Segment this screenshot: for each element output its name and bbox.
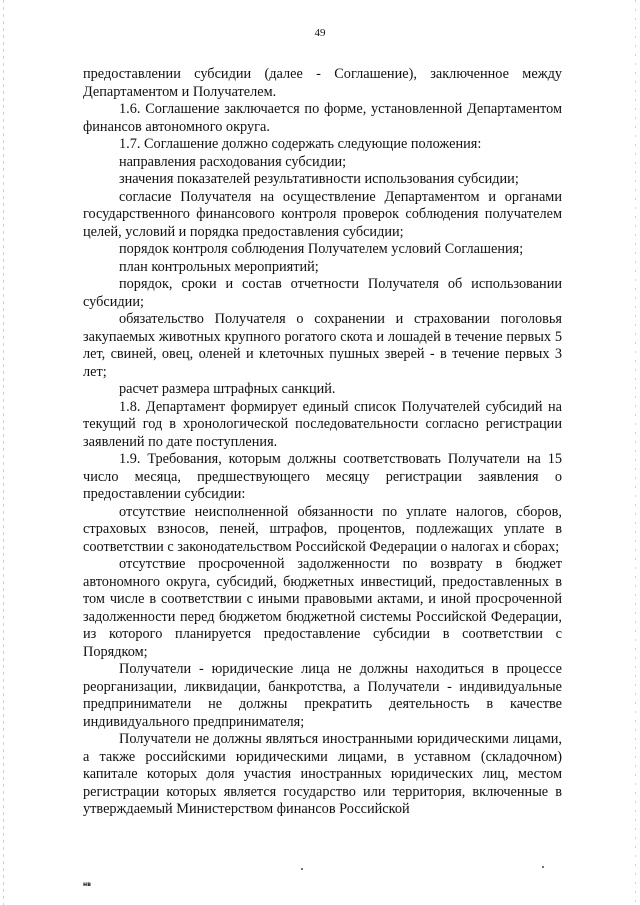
paragraph: обязательство Получателя о сохранении и страховании поголовья закупаемых животных крупного рогатого скота и лошадей в течение первых 5 лет, свиней, овец, оленей и клеточных пушных зверей - в течение первых 3 лет;: [83, 311, 562, 380]
footer-mark: нв: [83, 881, 91, 888]
paragraph: порядок, сроки и состав отчетности Получателя об использовании субсидии;: [83, 276, 562, 310]
paragraph: 1.6. Соглашение заключается по форме, установленной Департаментом финансов автономного округа.: [83, 101, 562, 135]
scan-edge-right: [635, 0, 636, 905]
paragraph: направления расходования субсидии;: [119, 153, 347, 170]
paragraph: план контрольных мероприятий;: [119, 258, 319, 275]
scan-speck: [542, 866, 544, 868]
paragraph: 1.9. Требования, которым должны соответствовать Получатели на 15 число месяца, предшествующего месяцу регистрации заявления о предоставлении субсидии:: [83, 451, 562, 502]
paragraph: предоставлении субсидии (далее - Соглашение), заключенное между Департаментом и Получателем.: [83, 66, 562, 100]
scan-edge-left: [3, 0, 4, 905]
paragraph: порядок контроля соблюдения Получателем условий Соглашения;: [119, 241, 524, 257]
paragraph: Получатели не должны являться иностранными юридическими лицами, а также российскими юридическими лицами, в уставном (складочном) капитале которых доля участия иностранных юридических лиц, местом регистрации которых является государство или территория, включенные в утверждаемый Министерством финансов Российской: [83, 731, 562, 817]
paragraph: 1.7. Соглашение должно содержать следующие положения:: [119, 136, 482, 152]
paragraph: отсутствие неисполненной обязанности по уплате налогов, сборов, страховых взносов, пеней, штрафов, процентов, подлежащих уплате в соответствии с законодательством Российской Федерации о налогах и сборах;: [83, 503, 562, 555]
page-number: 49: [314, 27, 326, 39]
scan-speck: [301, 868, 303, 870]
paragraph: Получатели - юридические лица не должны находиться в процессе реорганизации, ликвидации, банкротства, а Получатели - индивидуальные предприниматели не должны прекратить деятельность в качестве индивидуального предпринимателя;: [83, 661, 562, 730]
paragraph: согласие Получателя на осуществление Департаментом и органами государственного финансового контроля проверок соблюдения получателем целей, условий и порядка предоставления субсидии;: [83, 188, 562, 240]
document-body: [83, 66, 562, 819]
paragraph: значения показателей результативности использования субсидии;: [119, 171, 519, 187]
paragraph: 1.8. Департамент формирует единый список Получателей субсидий на текущий год в хронологической последовательности согласно регистрации заявлений по дате поступления.: [83, 398, 562, 450]
paragraph: отсутствие просроченной задолженности по возврату в бюджет автономного округа, субсидий, бюджетных инвестиций, предоставленных в том числе в соответствии с иными правовыми актами, и иной просроченной задолженности перед бюджетом бюджетной системы Российской Федерации, из которого планируется предоставление субсидии в соответствии с Порядком;: [83, 556, 562, 660]
paragraph: расчет размера штрафных санкций.: [119, 381, 336, 397]
